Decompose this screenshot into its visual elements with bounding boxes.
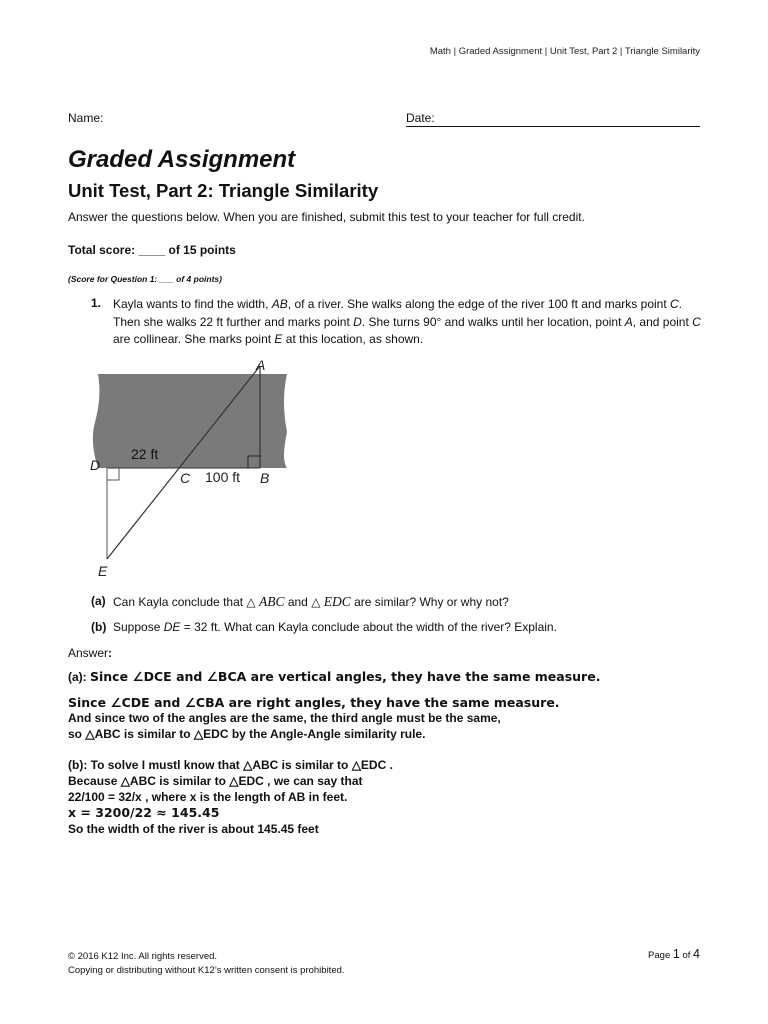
answer-a-line4: so △ABC is similar to △EDC by the Angle-Angle similarity rule. bbox=[68, 727, 426, 741]
page-subtitle: Unit Test, Part 2: Triangle Similarity bbox=[68, 180, 379, 201]
answer-label: Answer: bbox=[68, 646, 113, 660]
part-a-text: Can Kayla conclude that △ ABC and △ EDC are similar? Why or why not? bbox=[113, 594, 509, 609]
label-c: C bbox=[180, 470, 191, 486]
label-b: B bbox=[260, 470, 270, 486]
instructions: Answer the questions below. When you are finished, submit this test to your teacher for full credit. bbox=[68, 210, 585, 224]
label-100ft: 100 ft bbox=[205, 469, 241, 485]
answer-a-line3: And since two of the angles are the same, the third angle must be the same, bbox=[68, 711, 501, 725]
page-title: Graded Assignment bbox=[68, 146, 296, 173]
date-label: Date: bbox=[406, 111, 435, 125]
right-angle-d bbox=[107, 468, 119, 480]
label-a: A bbox=[256, 357, 266, 373]
label-22ft: 22 ft bbox=[131, 446, 159, 462]
date-underline bbox=[406, 126, 700, 127]
label-d: D bbox=[90, 457, 101, 473]
answer-b-line2: Because △ABC is similar to △EDC , we can say that bbox=[68, 774, 363, 788]
answer-a-line2: Since ∠CDE and ∠CBA are right angles, they have the same measure. bbox=[68, 695, 560, 710]
question-number: 1. bbox=[91, 296, 102, 310]
answer-a-line1: (a): Since ∠DCE and ∠BCA are vertical angles, they have the same measure. bbox=[68, 669, 601, 684]
part-b-text: Suppose DE = 32 ft. What can Kayla conclude about the width of the river? Explain. bbox=[113, 620, 557, 634]
copy-notice: Copying or distributing without K12’s written consent is prohibited. bbox=[68, 965, 345, 976]
answer-b-line5: So the width of the river is about 145.45 feet bbox=[68, 822, 319, 836]
question-score-note: (Score for Question 1: ___ of 4 points) bbox=[68, 274, 222, 284]
answer-b-line3: 22/100 = 32/x , where x is the length of AB in feet. bbox=[68, 790, 348, 804]
copyright-line: © 2016 K12 Inc. All rights reserved. bbox=[68, 951, 218, 962]
name-label: Name: bbox=[68, 111, 104, 125]
river-diagram bbox=[88, 352, 298, 582]
label-e: E bbox=[98, 563, 108, 579]
footer-copyright bbox=[68, 950, 345, 978]
answer-b-line1: (b): To solve I mustl know that △ABC is similar to △EDC . bbox=[68, 758, 393, 772]
total-score: Total score: ____ of 15 points bbox=[68, 243, 236, 257]
header-breadcrumb: Math | Graded Assignment | Unit Test, Part 2 | Triangle Similarity bbox=[429, 46, 700, 57]
page-number: Page 1 of 4 bbox=[648, 947, 700, 961]
answer-b-line4: x = 3200/22 ≈ 145.45 bbox=[68, 805, 220, 820]
question-text: Kayla wants to find the width, AB, of a river. She walks along the edge of the river 100 ft and marks point C. Then she walks 22 ft further and marks point D. She turns 90° and walks until her location, point A, and point C are collinear. She marks point E at this location, as shown. bbox=[113, 297, 701, 346]
part-b-label: (b) bbox=[91, 620, 107, 634]
part-a-label: (a) bbox=[91, 594, 106, 608]
